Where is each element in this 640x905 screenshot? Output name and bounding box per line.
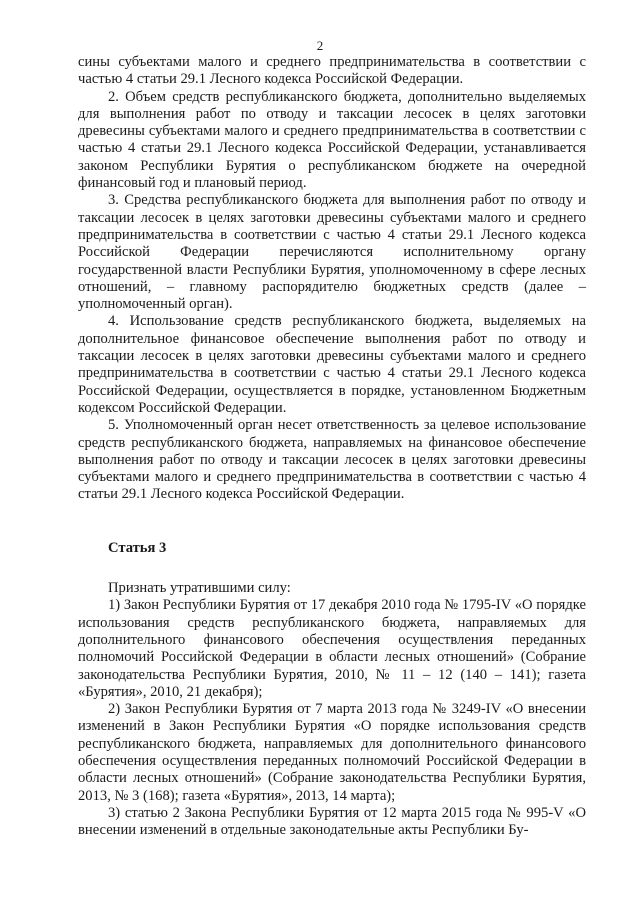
article-intro: Признать утратившими силу: <box>108 580 291 597</box>
article-item-3: 3) статью 2 Закона Республики Бурятия от 12 марта 2015 года № 995-V «О внесении изменений в отдельные законодательные акты Республики Бу- <box>78 804 586 839</box>
paragraph-3: 3. Средства республиканского бюджета для выполнения работ по отводу и таксации лесосек в целях заготовки древесины субъектами малого и среднего предпринимательства в соответствии с частью 4 статьи 29.1 Лесного кодекса Российской Федерации перечисляются исполнительному органу государственной власти Республики Бурятия, уполномоченному в сфере лесных отношений, – главному распорядителю бюджетных средств (далее – уполномоченный орган). <box>78 192 586 313</box>
article-item-1: 1) Закон Республики Бурятия от 17 декабря 2010 года № 1795-IV «О порядке использования средств республиканского бюджета, направляемых для дополнительного финансового обеспечения осуществления переданных полномочий Российской Федерации в области лесных отношений» (Собрание законодательства Республики Бурятия, 2010, № 11 – 12 (140 – 141); газета «Бурятия», 2010, 21 декабря); <box>78 597 586 700</box>
page-number: 2 <box>316 38 324 53</box>
paragraph-2: 2. Объем средств республиканского бюджета, дополнительно выделяемых для выполнения работ по отводу и таксации лесосек в целях заготовки древесины субъектами малого и среднего предпринимательства в соответствии с частью 4 статьи 29.1 Лесного кодекса Российской Федерации, устанавливается законом Республики Бурятия о республиканском бюджете на очередной финансовый год и плановый период. <box>78 88 586 192</box>
paragraph-5: 5. Уполномоченный орган несет ответственность за целевое использование средств республиканского бюджета, направляемых на финансовое обеспечение выполнения работ по отводу и таксации лесосек в целях заготовки древесины субъектами малого и среднего предпринимательства в соответствии с частью 4 статьи 29.1 Лесного кодекса Российской Федерации. <box>78 417 586 503</box>
article-item-2: 2) Закон Республики Бурятия от 7 марта 2013 года № 3249-IV «О внесении изменений в Закон Республики Бурятия «О порядке использования средств республиканского бюджета, направляемых для дополнительного финансового обеспечения осуществления переданных полномочий Российской Федерации в области лесных отношений» (Собрание законодательства Республики Бурятия, 2013, № 3 (168); газета «Бурятия», 2013, 14 марта); <box>78 701 586 804</box>
article-heading: Статья 3 <box>108 539 167 556</box>
paragraph-4: 4. Использование средств республиканского бюджета, выделяемых на дополнительное финансовое обеспечение выполнения работ по отводу и таксации лесосек в целях заготовки древесины субъектами малого и среднего предпринимательства в соответствии с частью 4 статьи 29.1 Лесного кодекса Российской Федерации, осуществляется в порядке, установленном Бюджетным кодексом Российской Федерации. <box>78 313 586 416</box>
continuation-paragraph: сины субъектами малого и среднего предпринимательства в соответствии с частью 4 статьи 29.1 Лесного кодекса Российской Федерации. <box>78 54 586 88</box>
document-body <box>78 54 586 839</box>
